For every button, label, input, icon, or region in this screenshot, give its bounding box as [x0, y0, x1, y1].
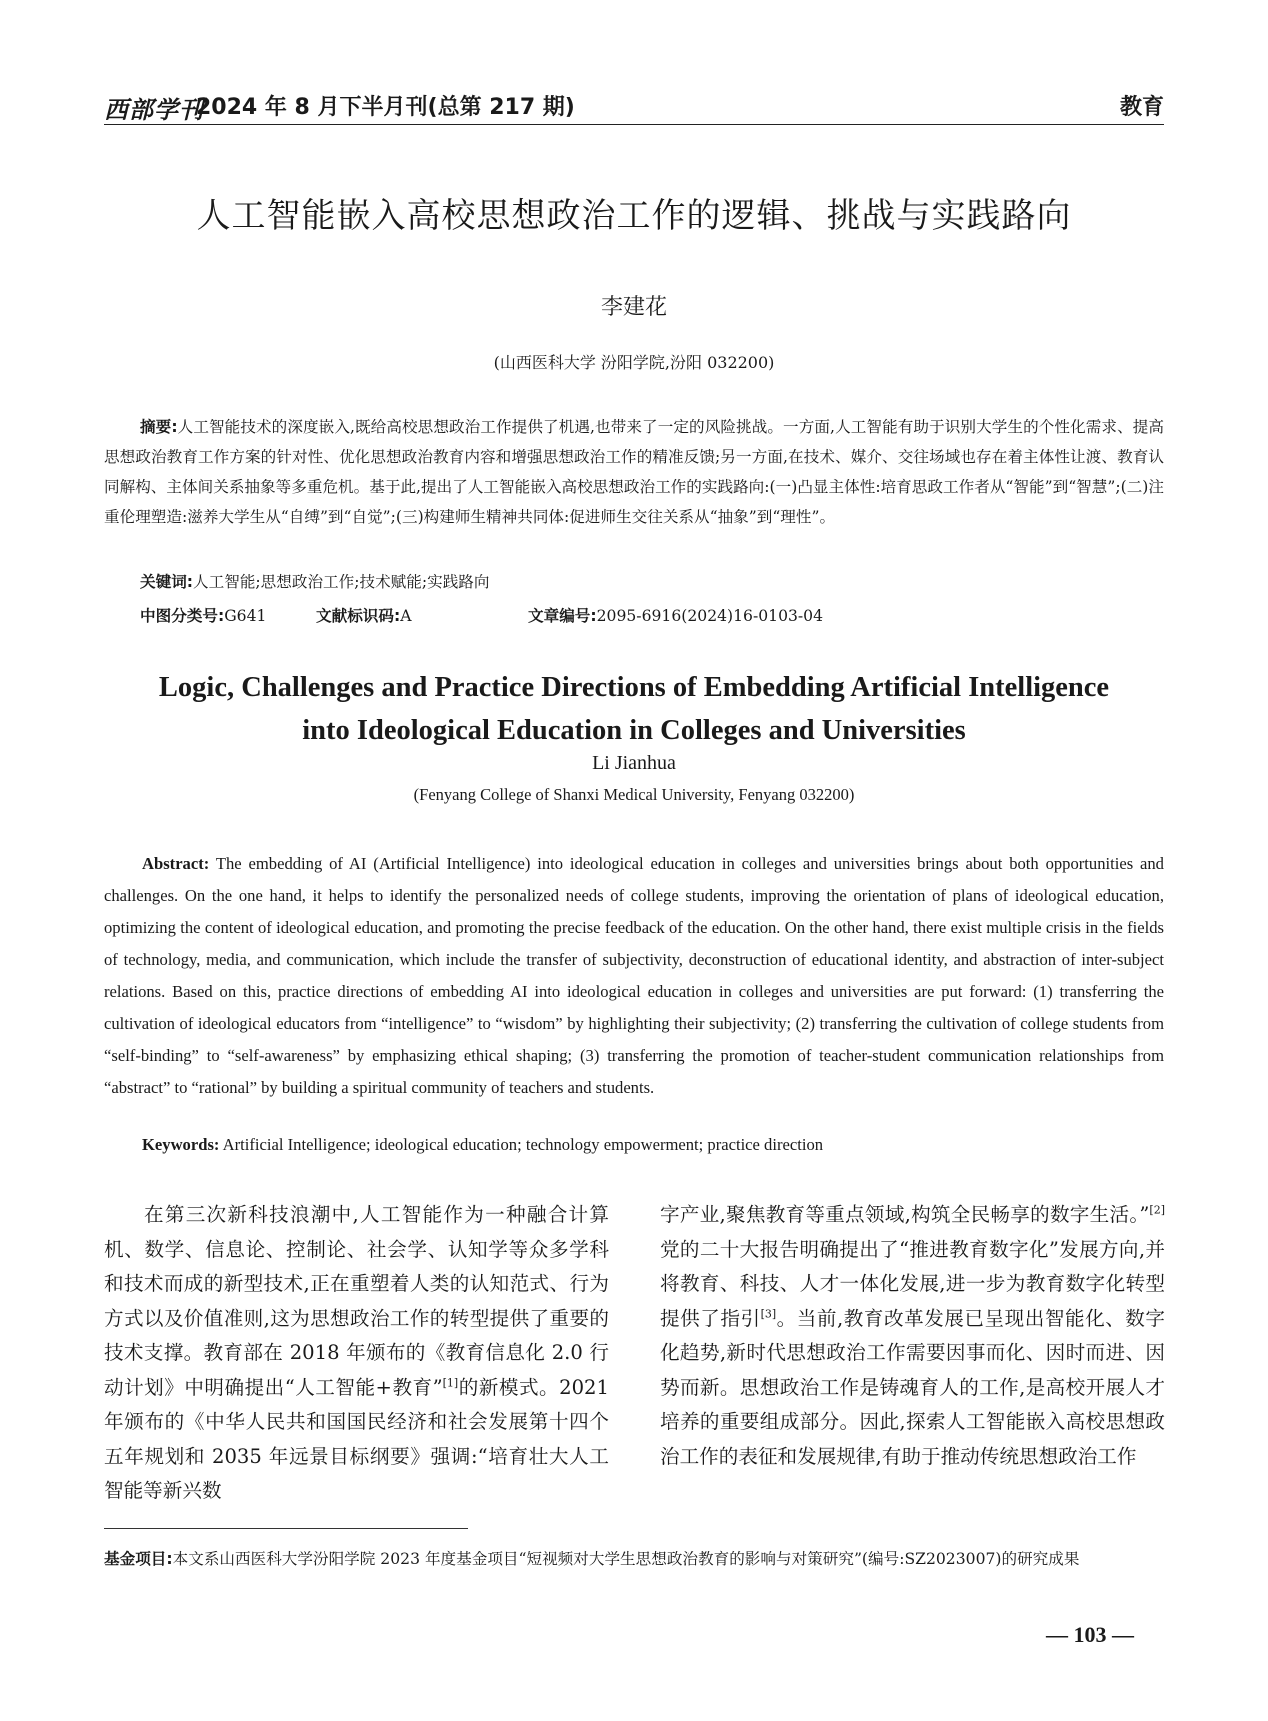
- running-header: [104, 84, 1164, 124]
- page-number: — 103 —: [1046, 1622, 1134, 1647]
- body-text: 党的二十大报告明确提出了“推进教育数字化”发展方向,并将教育、科技、人才一体化发展,进一步为教育数字化转型提供了指引: [660, 1237, 1165, 1330]
- article-number-label: 文章编号:: [528, 607, 597, 625]
- body-text: 。当前,教育改革发展已呈现出智能化、数字化趋势,新时代思想政治工作需要因事而化、因时而进、因势而新。思想政治工作是铸魂育人的工作,是高校开展人才培养的重要组成部分。因此,探索人工智能嵌入高校思想政治工作的表征和发展规律,有助于推动传统思想政治工作: [660, 1306, 1166, 1468]
- journal-name: 西部学刊: [104, 95, 204, 124]
- citation-ref: [3]: [760, 1306, 777, 1320]
- document-code-label: 文献标识码:: [316, 607, 401, 625]
- english-title: [104, 666, 1164, 752]
- footnote-text: 本文系山西医科大学汾阳学院 2023 年度基金项目“短视频对大学生思想政治教育的影响与对策研究”(编号:SZ2023007)的研究成果: [172, 1550, 1080, 1568]
- english-author: Li Jianhua: [592, 752, 676, 774]
- section-name: 教育: [1119, 95, 1164, 120]
- chinese-keywords-label: 关键词:: [140, 573, 194, 591]
- body-column-right: [660, 1198, 1165, 1474]
- article-number: [528, 604, 823, 626]
- chinese-keywords-text: 人工智能;思想政治工作;技术赋能;实践路向: [193, 573, 490, 591]
- article-number-value: 2095-6916(2024)16-0103-04: [596, 607, 824, 625]
- footnote-label: 基金项目:: [104, 1550, 173, 1568]
- footnote-rule: [104, 1528, 468, 1529]
- chinese-affiliation: (山西医科大学 汾阳学院,汾阳 032200): [493, 353, 775, 372]
- body-text: 的新模式。2021 年颁布的《中华人民共和国国民经济和社会发展第十四个五年规划和 2035 年远景目标纲要》强调:“培育壮大人工智能等新兴数: [104, 1375, 609, 1502]
- citation-ref: [1]: [442, 1375, 459, 1389]
- body-text: 字产业,聚焦教育等重点领域,构筑全民畅享的数字生活。”: [660, 1203, 1150, 1226]
- english-title-line-1: Logic, Challenges and Practice Directions of Embedding Artificial Intelligence: [158, 672, 1110, 703]
- english-affiliation: (Fenyang College of Shanxi Medical University, Fenyang 032200): [413, 785, 855, 804]
- clc-label: 中图分类号:: [140, 607, 225, 625]
- issue-info: 2024 年 8 月下半月刊(总第 217 期): [196, 95, 575, 120]
- clc-value: G641: [224, 607, 267, 625]
- body-text: 在第三次新科技浪潮中,人工智能作为一种融合计算机、数学、信息论、控制论、社会学、认知学等众多学科和技术而成的新型技术,正在重塑着人类的认知范式、行为方式以及价值准则,这为思想政治工作的转型提供了重要的技术支撑。教育部在 2018 年颁布的《教育信息化 2.0 行动计划》中明确提出“人工智能+教育”: [104, 1203, 609, 1399]
- document-code-value: A: [400, 607, 412, 625]
- body-column-left: [104, 1198, 609, 1509]
- english-abstract: [104, 848, 1164, 1104]
- chinese-keywords: [140, 570, 1160, 592]
- english-keywords-label: Keywords:: [142, 1135, 220, 1154]
- chinese-abstract-label: 摘要:: [140, 418, 178, 436]
- english-keywords-text: Artificial Intelligence; ideological education; technology empowerment; practice direction: [222, 1135, 824, 1154]
- header-rule: [104, 124, 1164, 125]
- english-abstract-label: Abstract:: [142, 854, 210, 873]
- funding-footnote: [104, 1544, 1164, 1574]
- chinese-title: 人工智能嵌入高校思想政治工作的逻辑、挑战与实践路向: [196, 196, 1072, 236]
- english-keywords: [142, 1135, 1162, 1155]
- chinese-author: 李建花: [600, 295, 667, 320]
- english-abstract-text: The embedding of AI (Artificial Intelligence) into ideological education in colleges and universities brings about both opportunities and challenges. On the one hand, it helps to identify the personalized needs of college students, improving the orientation of plans of ideological education, optimizing the content of ideological education, and promoting the precise feedback of the education. On the other hand, there exist multiple crisis in the fields of technology, media, and communication, which include the transfer of subjectivity, deconstruction of educational identity, and abstraction of inter-subject relations. Based on this, practice directions of embedding AI into ideological education in colleges and universities are put forward: (1) transferring the cultivation of ideological educators from “intelligence” to “wisdom” by highlighting their subjectivity; (2) transferring the cultivation of college students from “self-binding” to “self-awareness” by emphasizing ethical shaping; (3) transferring the promotion of teacher-student communication relationships from “abstract” to “rational” by building a spiritual community of teachers and students.: [104, 854, 1164, 1097]
- document-code: [316, 604, 411, 626]
- citation-ref: [2]: [1149, 1203, 1165, 1217]
- english-title-line-2: into Ideological Education in Colleges and Universities: [302, 715, 966, 746]
- clc-number: [140, 604, 266, 626]
- chinese-abstract-text: 人工智能技术的深度嵌入,既给高校思想政治工作提供了机遇,也带来了一定的风险挑战。一方面,人工智能有助于识别大学生的个性化需求、提高思想政治教育工作方案的针对性、优化思想政治教育内容和增强思想政治工作的精准反馈;另一方面,在技术、媒介、交往场域也存在着主体性让渡、教育认同解构、主体间关系抽象等多重危机。基于此,提出了人工智能嵌入高校思想政治工作的实践路向:(一)凸显主体性:培育思政工作者从“智能”到“智慧”;(二)注重伦理塑造:滋养大学生从“自缚”到“自觉”;(三)构建师生精神共同体:促进师生交往关系从“抽象”到“理性”。: [104, 418, 1164, 526]
- chinese-abstract: [104, 412, 1164, 532]
